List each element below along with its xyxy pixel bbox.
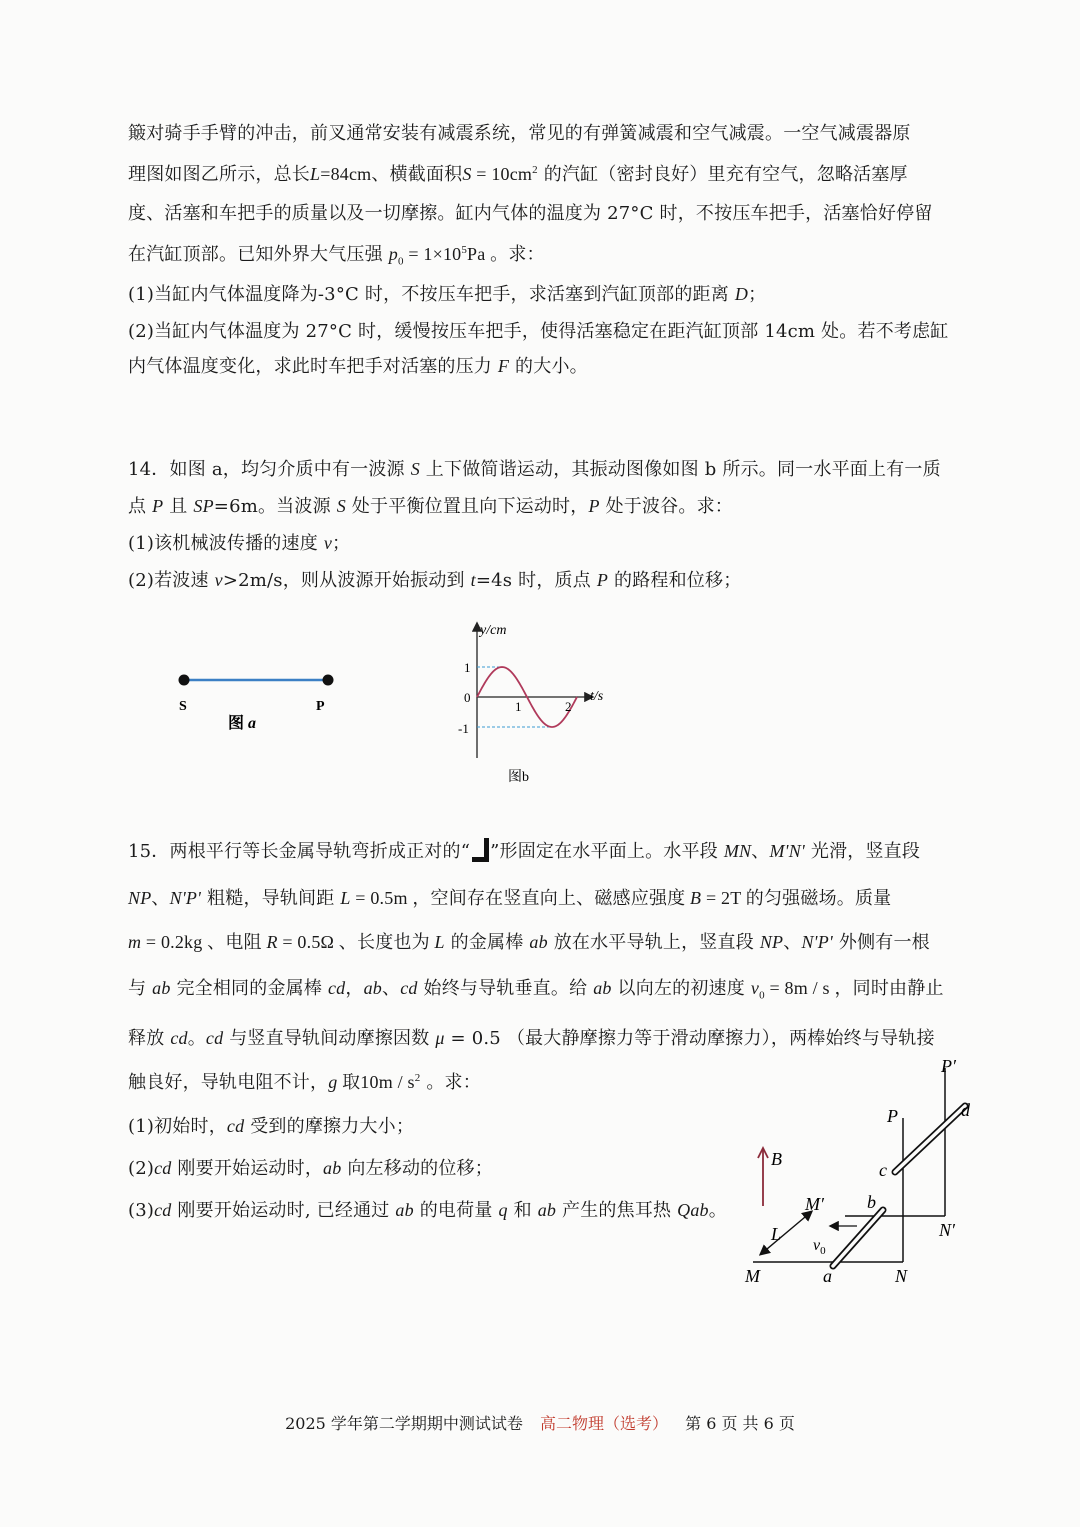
- p14-line-2: 点 P 且 SP=6m。当波源 S 处于平衡位置且向下运动时，P 处于波谷。求：: [128, 496, 733, 517]
- p13-question-1: (1)当缸内气体温度降为-3°C 时，不按压车把手，求活塞到汽缸顶部的距离 D；: [128, 284, 767, 305]
- source-s-dot: [179, 675, 190, 686]
- tick-y-neg-1: -1: [458, 721, 469, 736]
- figure-a-caption: 图 a: [228, 715, 257, 732]
- p14-line-1: 14．如图 a，均匀介质中有一波源 S 上下做简谐运动，其振动图像如图 b 所示。同一水平面上有一质: [128, 459, 941, 480]
- figure-b-caption: 图b: [508, 770, 529, 785]
- bracket-shape-icon: [470, 838, 490, 862]
- label-p-prime: P′: [941, 1056, 956, 1076]
- p13-question-2-line-2: 内气体温度变化，求此时车把手对活塞的压力 F 的大小。: [128, 356, 588, 377]
- label-n-prime: N′: [939, 1220, 955, 1240]
- p13-line-4: 在汽缸顶部。已知外界大气压强 $p_0 = 1\times 10^5Pa$ 。求：: [128, 244, 545, 268]
- label-m: M: [745, 1266, 760, 1286]
- tick-y-1: 1: [464, 660, 471, 675]
- figure-b-chart: [440, 618, 640, 790]
- p15-line-3: m = 0.2kg 、电阻 R = 0.5Ω 、长度也为 L 的金属棒 ab 放在水平导轨上，竖直段 NP、N'P' 外侧有一根: [128, 932, 930, 953]
- p15-question-1: (1)初始时，cd 受到的摩擦力大小；: [128, 1116, 415, 1137]
- label-l: L: [771, 1224, 782, 1244]
- page-footer: [0, 1413, 1080, 1435]
- label-b-field: B: [771, 1149, 782, 1169]
- y-axis-label: y/cm: [480, 623, 507, 638]
- label-m-prime: M′: [805, 1194, 824, 1214]
- footer-subject: 高二物理（选考）: [540, 1414, 669, 1433]
- rail-diagram: [735, 1050, 995, 1290]
- p15-line-5: 释放 cd。cd 与竖直导轨间动摩擦因数 μ = 0.5 （最大静摩擦力等于滑动摩擦力），两棒始终与导轨接: [128, 1028, 935, 1049]
- p15-line-1: 15．两根平行等长金属导轨弯折成正对的“ ”形固定在水平面上。水平段 MN、M'N' 光滑，竖直段: [128, 838, 920, 864]
- p15-line-2: NP、N'P' 粗糙，导轨间距 L = 0.5m ，空间存在竖直向上、磁感应强度 B = 2T 的匀强磁场。质量: [128, 888, 892, 909]
- spacing-l-arrow: [761, 1212, 811, 1254]
- label-d: d: [961, 1100, 970, 1120]
- p14-question-2: (2)若波速 v>2m/s，则从波源开始振动到 t=4s 时，质点 P 的路程和位移；: [128, 570, 742, 591]
- p15-question-3: (3)cd 刚要开始运动时, 已经通过 ab 的电荷量 q 和 ab 产生的焦耳热 Qab。: [128, 1200, 727, 1221]
- x-axis-label: t/s: [590, 689, 604, 704]
- footer-exam-title: 2025 学年第二学期期中测试试卷: [285, 1414, 523, 1433]
- label-c: c: [879, 1160, 887, 1180]
- p13-line-1: 簸对骑手手臂的冲击，前叉通常安装有减震系统，常见的有弹簧减震和空气减震。一空气减震器原: [128, 123, 911, 144]
- p15-line-4: 与 ab 完全相同的金属棒 cd，ab、cd 始终与导轨垂直。给 ab 以向左的初速度 $v_0 = 8m / s$ ，同时由静止: [128, 978, 944, 1002]
- p13-question-2-line-1: (2)当缸内气体温度为 27°C 时，缓慢按压车把手，使得活塞稳定在距汽缸顶部 14cm 处。若不考虑缸: [128, 321, 949, 342]
- label-b: b: [867, 1192, 876, 1212]
- p15-line-6: 触良好，导轨电阻不计，g 取$10m / s^2$ 。求：: [128, 1072, 481, 1093]
- label-p: P: [316, 699, 325, 714]
- p13-line-2: 理图如图乙所示，总长L=84cm、横截面积$S = 10cm^2$ 的汽缸（密封良好）里充有空气，忽略活塞厚: [128, 164, 908, 185]
- figure-a: [160, 660, 360, 750]
- p13-line-3: 度、活塞和车把手的质量以及一切摩擦。缸内气体的温度为 27°C 时，不按压车把手，活塞恰好停留: [128, 203, 933, 224]
- point-p-dot: [323, 675, 334, 686]
- label-s: S: [179, 699, 187, 714]
- tick-y-0: 0: [464, 690, 471, 705]
- rod-ab-inner: [833, 1210, 883, 1266]
- label-a: a: [823, 1266, 832, 1286]
- p14-question-1: (1)该机械波传播的速度 v；: [128, 533, 351, 554]
- rod-cd-inner: [895, 1106, 965, 1172]
- label-p: P: [887, 1106, 898, 1126]
- label-n: N: [895, 1266, 908, 1286]
- footer-page-number: 第 6 页 共 6 页: [685, 1414, 795, 1433]
- p15-question-2: (2)cd 刚要开始运动时，ab 向左移动的位移；: [128, 1158, 493, 1179]
- tick-x-2: 2: [565, 699, 572, 714]
- tick-x-1: 1: [515, 699, 522, 714]
- label-v0: $v_0$: [813, 1237, 826, 1257]
